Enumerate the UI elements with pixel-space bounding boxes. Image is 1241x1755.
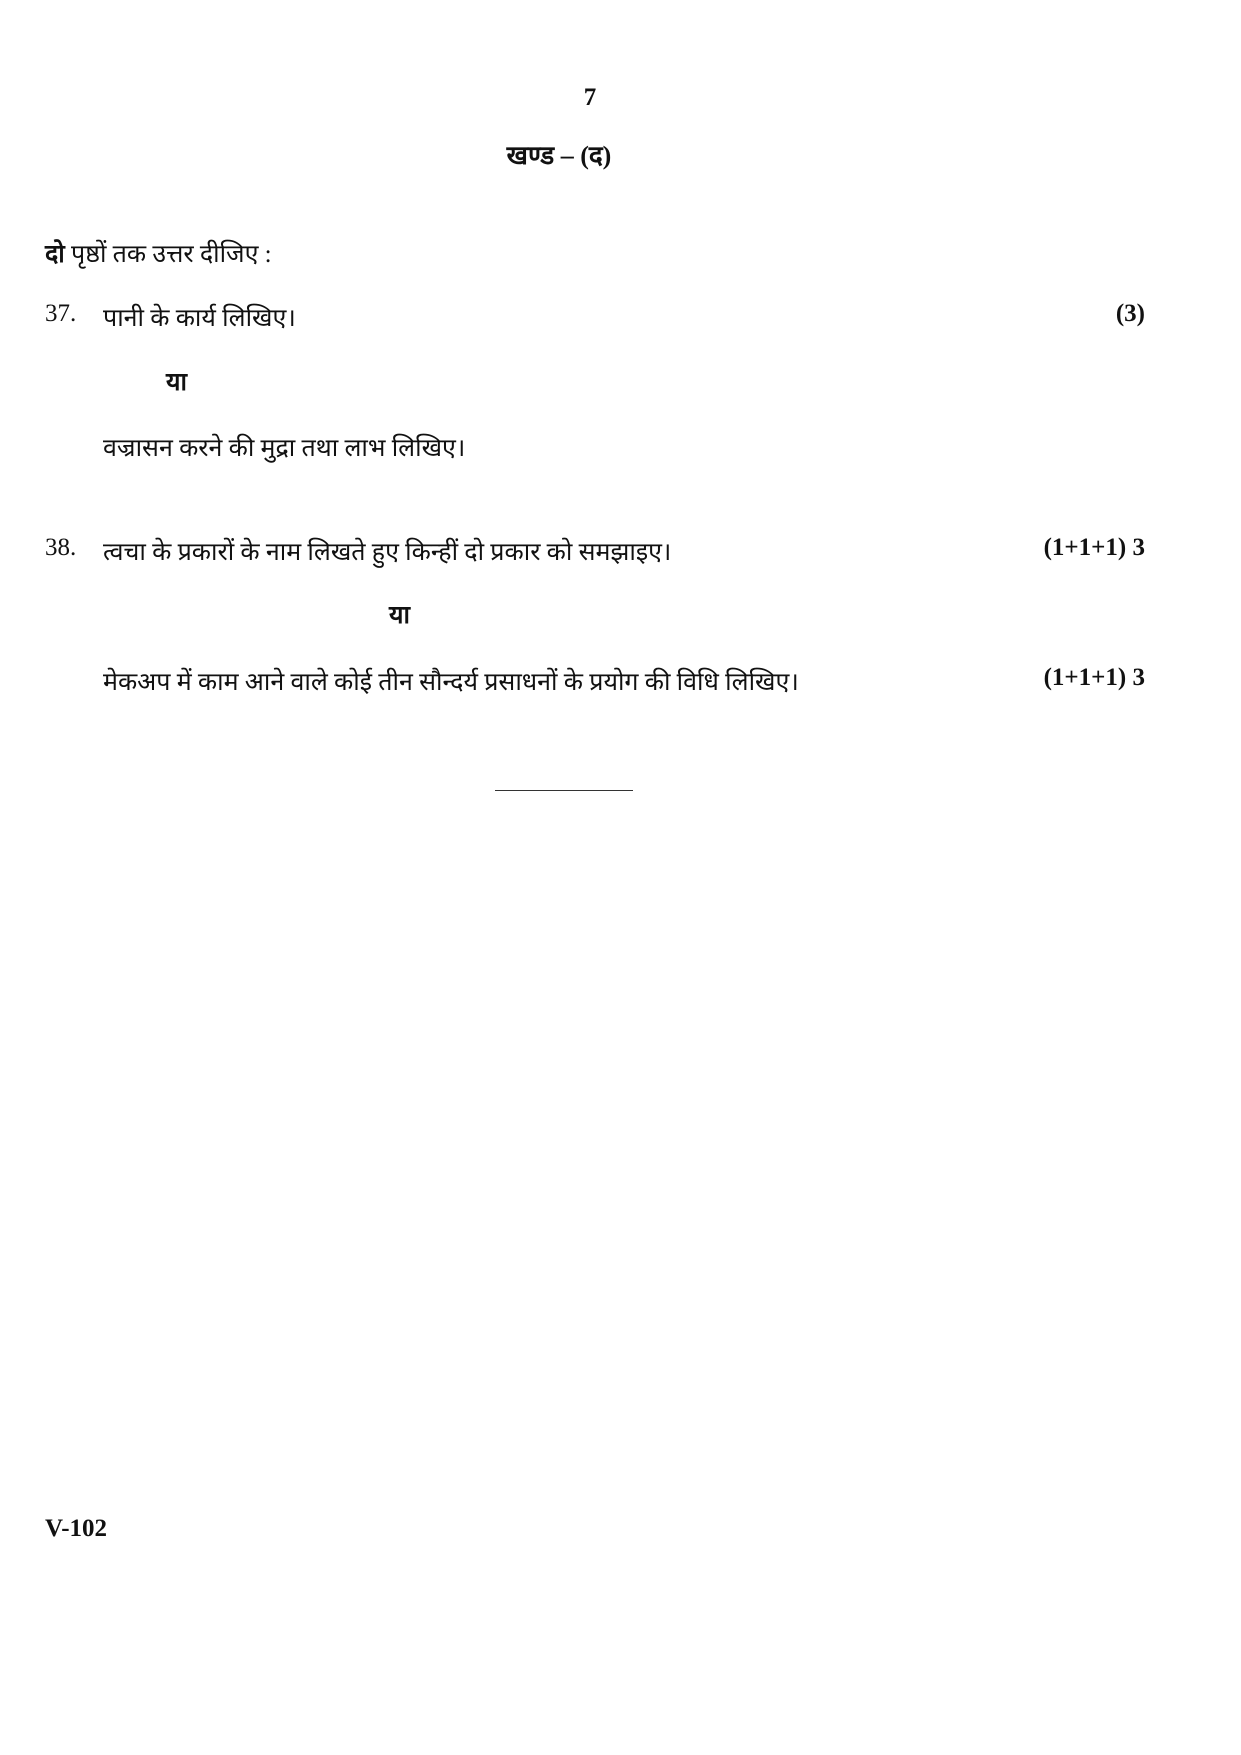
footer-code: V-102 <box>45 1515 108 1542</box>
question-37-alternative: वज्रासन करने की मुद्रा तथा लाभ लिखिए। <box>103 435 466 462</box>
section-title: खण्ड – (द) <box>506 141 612 170</box>
question-38-marks: (1+1+1) 3 <box>1043 534 1145 561</box>
end-divider <box>495 790 633 791</box>
page-number: 7 <box>583 84 597 111</box>
question-38-number: 38. <box>45 534 77 561</box>
question-37-number: 37. <box>45 300 77 327</box>
question-37-marks: (3) <box>1115 300 1145 327</box>
instruction-text: पृष्ठों तक उत्तर दीजिए : <box>64 241 272 268</box>
instruction-emphasis: दो <box>45 241 65 268</box>
question-37-or-label: या <box>166 369 187 396</box>
question-38-or-label: या <box>389 602 410 629</box>
instruction <box>45 236 272 270</box>
question-38-alternative-marks: (1+1+1) 3 <box>1043 664 1145 691</box>
question-37-text: पानी के कार्य लिखिए। <box>103 305 296 332</box>
question-38-alternative: मेकअप में काम आने वाले कोई तीन सौन्दर्य प्रसाधनों के प्रयोग की विधि लिखिए। <box>103 669 799 696</box>
question-38-text: त्वचा के प्रकारों के नाम लिखते हुए किन्हीं दो प्रकार को समझाइए। <box>103 539 672 566</box>
